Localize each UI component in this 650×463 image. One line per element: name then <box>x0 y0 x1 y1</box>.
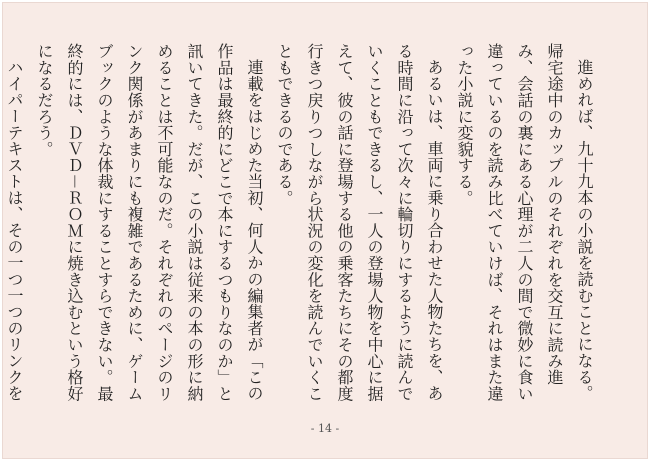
book-page <box>2 2 648 459</box>
paragraph: 連載をはじめた当初、何人かの編集者が「この作品は最終的にどこで本にするつもりなのか」と訊いてきた。だが、この小説は従来の本の形に納めることは不可能なのだ。それぞれのページのリンク関係があまりにも複雑であるために、ゲームブックのような体裁にすることすらできない。最終的には、ＤＶＤ－ＲＯＭに焼き込むという格好になるだろう。 <box>35 43 264 402</box>
paragraph: あるいは、車両に乗り合わせた人物たちを、ある時間に沿って次々に輪切りにするように読んでいくこともできるし、一人の登場人物を中心に据えて、彼の話に登場する他の乗客たちにその都度行きつ戻りつしながら状況の変化を読んでいくこともできるのである。 <box>275 43 444 402</box>
paragraph: 進めれば、九十九本の小説を読むことになる。帰宅途中のカップルのそれぞれを交互に読み進み、会話の裏にある心理が二人の間で微妙に食い違っているのを読み比べていけば、それはまた違った小説に変貌する。 <box>455 43 594 402</box>
vertical-text-body <box>5 43 599 411</box>
page-number: - 14 - <box>310 422 340 435</box>
paragraph: ハイパーテキストは、その一つ一つのリンクを <box>5 59 24 402</box>
